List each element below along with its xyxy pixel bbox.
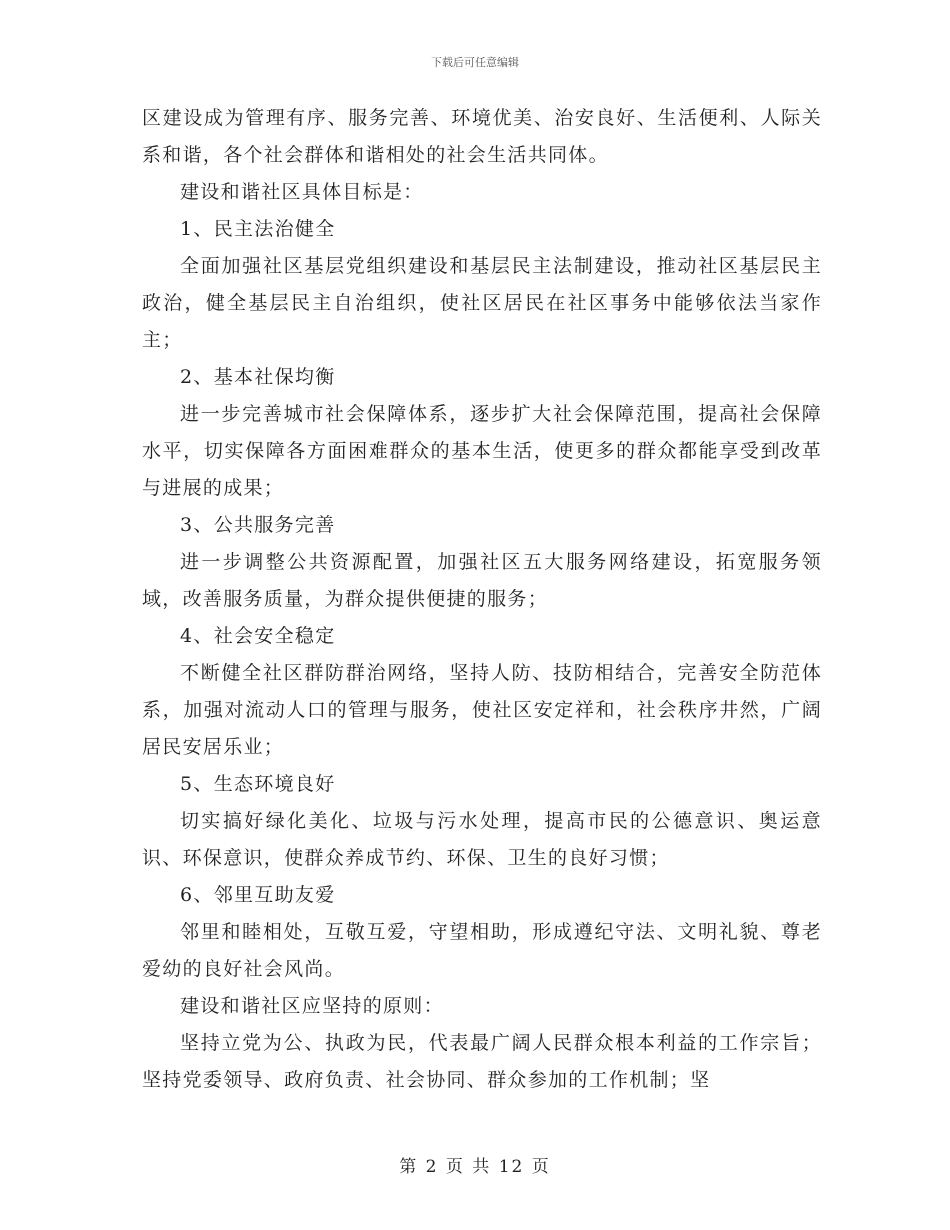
page-header: 下载后可任意编辑 xyxy=(431,56,519,69)
document-body xyxy=(142,100,822,1099)
paragraph-continuation: 区建设成为管理有序、服务完善、环境优美、治安良好、生活便利、人际关系和谐，各个社会群体和谐相处的社会生活共同体。 xyxy=(142,107,822,166)
goal-heading-6: 6、邻里互助友爱 xyxy=(180,884,336,906)
goal-heading-2: 2、基本社保均衡 xyxy=(180,366,336,388)
paragraph-principles-body: 坚持立党为公、执政为民，代表最广阔人民群众根本利益的工作宗旨；坚持党委领导、政府负责、社会协同、群众参加的工作机制；坚 xyxy=(142,1032,822,1091)
goal-body-4: 不断健全社区群防群治网络，坚持人防、技防相结合，完善安全防范体系，加强对流动人口的管理与服务，使社区安定祥和，社会秩序井然，广阔居民安居乐业； xyxy=(142,662,822,758)
goal-body-6: 邻里和睦相处，互敬互爱，守望相助，形成遵纪守法、文明礼貌、尊老爱幼的良好社会风尚。 xyxy=(142,921,822,980)
goal-body-2: 进一步完善城市社会保障体系，逐步扩大社会保障范围，提高社会保障水平，切实保障各方面困难群众的基本生活，使更多的群众都能享受到改革与进展的成果； xyxy=(142,403,822,499)
goal-heading-5: 5、生态环境良好 xyxy=(180,773,336,795)
goal-body-1: 全面加强社区基层党组织建设和基层民主法制建设，推动社区基层民主政治，健全基层民主自治组织，使社区居民在社区事务中能够依法当家作主； xyxy=(142,255,822,351)
goal-heading-4: 4、社会安全稳定 xyxy=(180,625,336,647)
paragraph-principles-intro: 建设和谐社区应坚持的原则： xyxy=(180,995,444,1017)
goal-heading-3: 3、公共服务完善 xyxy=(180,514,336,536)
page-number-footer: 第 2 页 共 12 页 xyxy=(399,1157,551,1177)
goal-body-5: 切实搞好绿化美化、垃圾与污水处理，提高市民的公德意识、奥运意识、环保意识，使群众养成节约、环保、卫生的良好习惯； xyxy=(142,810,822,869)
paragraph-goals-intro: 建设和谐社区具体目标是： xyxy=(180,181,424,203)
goal-heading-1: 1、民主法治健全 xyxy=(180,218,336,240)
goal-body-3: 进一步调整公共资源配置，加强社区五大服务网络建设，拓宽服务领域，改善服务质量，为群众提供便捷的服务； xyxy=(142,551,822,610)
